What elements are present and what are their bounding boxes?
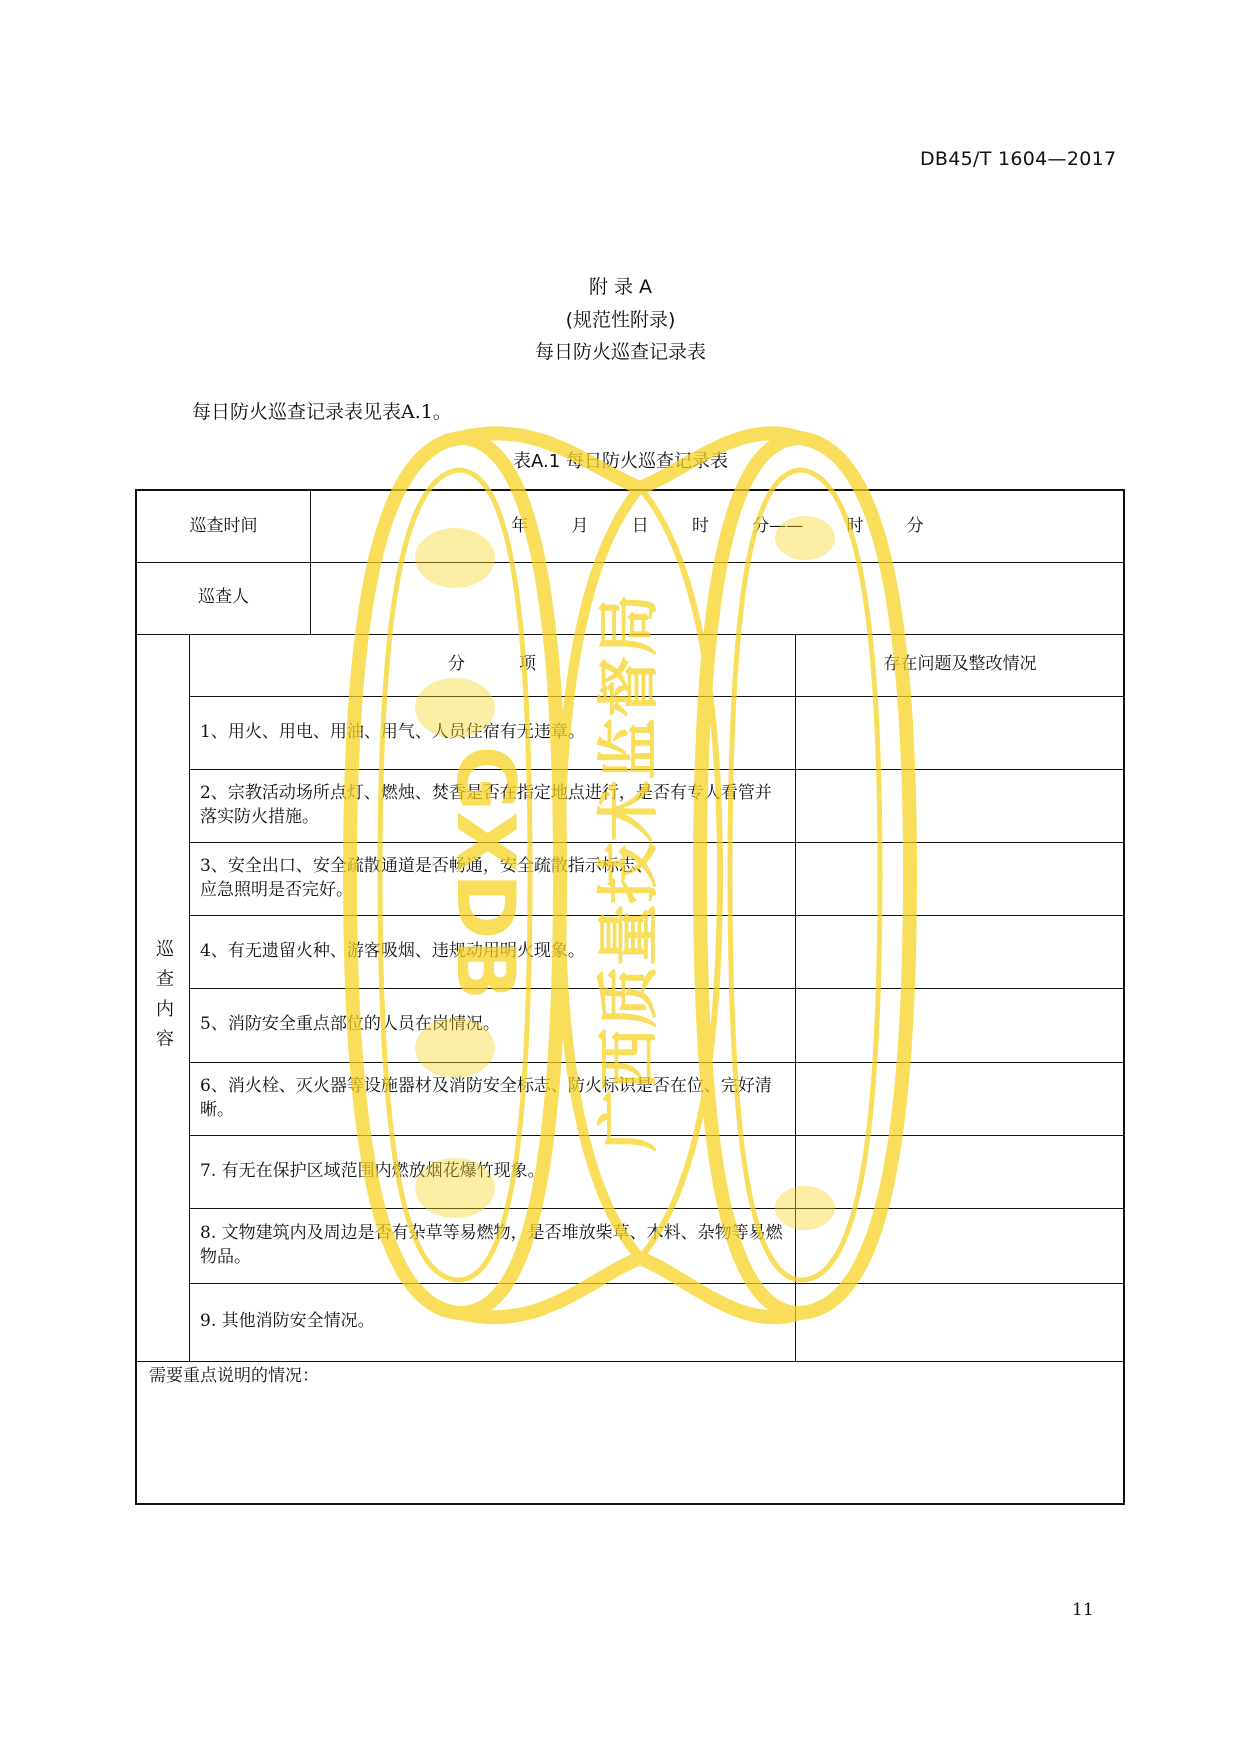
check-item-text: 3、安全出口、安全疏散通道是否畅通，安全疏散指示标志、应急照明是否完好。 xyxy=(200,855,653,900)
appendix-name: 每日防火巡查记录表 xyxy=(534,341,706,363)
patrol-record-table xyxy=(135,489,1125,1505)
appendix-subtitle: (规范性附录) xyxy=(565,309,676,331)
time-label-cell xyxy=(137,491,310,562)
check-item xyxy=(189,915,795,988)
issues-cell[interactable] xyxy=(795,988,1125,1062)
page-number: 11 xyxy=(1072,1600,1094,1620)
inspector-label-cell xyxy=(137,562,310,634)
check-item-text: 6、消火栓、灭火器等设施器材及消防安全标志、防火标识是否在位、完好清晰。 xyxy=(200,1075,772,1120)
check-item-text: 2、宗教活动场所点灯、燃烛、焚香是否在指定地点进行，是否有专人看管并落实防火措施。 xyxy=(200,782,772,827)
intro-paragraph: 每日防火巡查记录表见表A.1。 xyxy=(192,401,452,423)
issues-cell[interactable] xyxy=(795,696,1125,769)
check-item xyxy=(189,696,795,769)
check-item-text: 1、用火、用电、用油、用气、人员住宿有无违章。 xyxy=(200,721,585,742)
check-item-text: 4、有无遗留火种、游客吸烟、违规动用明火现象。 xyxy=(200,940,585,961)
inspector-value-cell[interactable] xyxy=(310,562,1125,634)
seal-emblem-text: GXDB xyxy=(439,745,532,1001)
check-item-text: 9. 其他消防安全情况。 xyxy=(200,1311,375,1332)
check-item xyxy=(189,842,795,915)
appendix-title: 附 录 A xyxy=(588,276,653,298)
inspector-label: 巡查人 xyxy=(198,587,249,608)
check-item xyxy=(189,1135,795,1208)
item-header-cell xyxy=(189,634,795,696)
check-item xyxy=(189,1062,795,1135)
seal-org-text: 广西质量技术监督局 xyxy=(592,593,665,1153)
notes-area[interactable] xyxy=(137,1386,1125,1503)
issues-cell[interactable] xyxy=(795,1062,1125,1135)
item-header: 分 项 xyxy=(447,654,537,675)
issues-cell[interactable] xyxy=(795,1135,1125,1208)
content-label-cell xyxy=(137,636,189,1361)
document-code: DB45/T 1604—2017 xyxy=(920,148,1117,170)
check-item-text: 7. 有无在保护区域范围内燃放烟花爆竹现象。 xyxy=(200,1160,545,1181)
notes-label: 需要重点说明的情况： xyxy=(149,1366,319,1386)
table-caption: 表A.1 每日防火巡查记录表 xyxy=(513,451,728,472)
issues-header: 存在问题及整改情况 xyxy=(883,654,1037,675)
issues-cell[interactable] xyxy=(795,842,1125,915)
check-item-text: 5、消防安全重点部位的人员在岗情况。 xyxy=(200,1014,500,1035)
content-label: 巡查内容 xyxy=(153,938,174,1059)
issues-cell[interactable] xyxy=(795,769,1125,842)
check-item xyxy=(189,988,795,1062)
issues-header-cell xyxy=(795,634,1125,696)
col-divider xyxy=(310,491,311,634)
time-value-cell[interactable] xyxy=(310,491,1125,562)
check-item xyxy=(189,1283,795,1361)
issues-cell[interactable] xyxy=(795,1208,1125,1283)
check-item xyxy=(189,769,795,842)
time-label: 巡查时间 xyxy=(189,515,258,536)
check-item-text: 8. 文物建筑内及周边是否有杂草等易燃物，是否堆放柴草、木料、杂物等易燃物品。 xyxy=(200,1222,783,1267)
check-item xyxy=(189,1208,795,1283)
time-value: 年 月 日 时 分—— 时 分 xyxy=(511,515,924,536)
issues-cell[interactable] xyxy=(795,915,1125,988)
issues-cell[interactable] xyxy=(795,1283,1125,1361)
